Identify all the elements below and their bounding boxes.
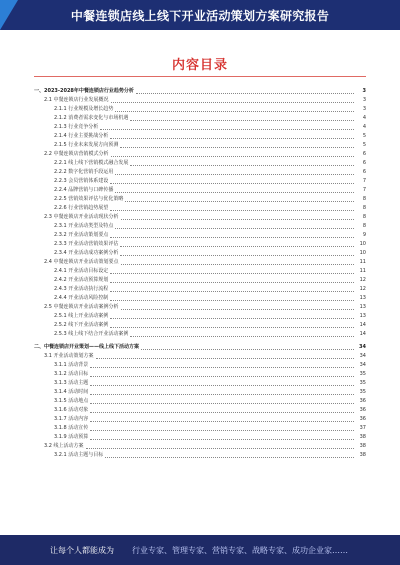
toc-entry[interactable] (34, 177, 366, 186)
header-bar (0, 0, 400, 30)
toc-page-number: 36 (359, 398, 366, 404)
toc-page-number: 6 (362, 169, 366, 175)
toc-page-number: 35 (359, 389, 366, 395)
toc-entry[interactable] (34, 168, 366, 177)
toc-entry-text: 2.5.3 线上线下结合开业活动案例 (54, 331, 129, 337)
toc-entry-text: 2.2.5 营销效果评估与优化策略 (54, 196, 124, 202)
toc-entry-text: 2.3.4 开业活动成功案例分析 (54, 250, 119, 256)
toc-page-number: 36 (359, 416, 366, 422)
toc-entry-text: 2.5.2 线下开业活动案例 (54, 322, 109, 328)
toc-page-number: 12 (359, 277, 366, 283)
toc-entry-text: 2.1.4 行业主要挑战分析 (54, 133, 109, 139)
toc-entry-text: 2.2 中餐连锁店营销模式分析 (44, 151, 109, 157)
toc-entry-text: 2.3.3 开业活动营销效果评估 (54, 241, 119, 247)
toc-page-number: 7 (362, 187, 366, 193)
toc-leader-dots (110, 134, 354, 139)
toc-leader-dots (96, 354, 354, 359)
toc-entry-text: 2.3.1 开业活动类型及特点 (54, 223, 114, 229)
toc-page-number: 3 (362, 97, 366, 103)
toc-page-number: 14 (359, 322, 366, 328)
toc-leader-dots (100, 125, 354, 130)
toc-page-number: 8 (362, 196, 366, 202)
toc-entry-text: 2.1.2 消费者需求变化与市场机遇 (54, 115, 129, 121)
toc-entry[interactable] (34, 433, 366, 442)
toc-leader-dots (125, 197, 354, 202)
toc-page-number: 13 (359, 295, 366, 301)
toc-entry-text: 2.3 中餐连锁店开业活动现状分析 (44, 214, 119, 220)
toc-entry[interactable] (34, 186, 366, 195)
toc-leader-dots (115, 188, 354, 193)
toc-entry[interactable] (34, 397, 366, 406)
toc-entry-text: 2.1.3 行业竞争分析 (54, 124, 99, 130)
toc-leader-dots (90, 408, 354, 413)
toc-page-number: 3 (362, 88, 366, 94)
toc-entry[interactable] (34, 442, 366, 451)
toc-page-number: 10 (359, 250, 366, 256)
toc-leader-dots (130, 161, 354, 166)
toc-page-number: 11 (359, 268, 366, 274)
toc-leader-dots (120, 143, 354, 148)
toc-entry[interactable] (34, 388, 366, 397)
toc-page-number: 4 (362, 124, 366, 130)
toc-leader-dots (105, 453, 354, 458)
toc-entry-text: 3.2 线上活动方案 (44, 443, 84, 449)
toc-entry-text: 2.2.1 线上线下营销模式融合发展 (54, 160, 129, 166)
toc-entry[interactable] (34, 213, 366, 222)
toc-page-number: 35 (359, 371, 366, 377)
toc-page-number: 38 (359, 443, 366, 449)
toc-entry-text: 3.1.5 活动地点 (54, 398, 89, 404)
toc-entry-text: 3.1.7 活动内容 (54, 416, 89, 422)
toc-entry-text: 2.3.2 开业活动策划要点 (54, 232, 109, 238)
toc-leader-dots (86, 444, 354, 449)
toc-entry-text: 3.1 开业活动策划方案 (44, 353, 94, 359)
toc-entry[interactable] (34, 114, 366, 123)
toc-entry-text: 2.4 中餐连锁店开业活动策划要点 (44, 259, 119, 265)
toc-entry[interactable] (34, 267, 366, 276)
toc-leader-dots (120, 242, 354, 247)
toc-entry[interactable] (34, 204, 366, 213)
toc-page-number: 38 (359, 434, 366, 440)
toc-entry-text: 3.2.1 活动主题与目标 (54, 452, 104, 458)
toc-leader-dots (115, 170, 354, 175)
toc-page-number: 11 (359, 259, 366, 265)
toc-entry-text: 3.1.1 活动背景 (54, 362, 89, 368)
toc-page-number: 14 (359, 331, 366, 337)
toc-leader-dots (110, 206, 354, 211)
toc-leader-dots (121, 260, 354, 265)
toc-page-number: 37 (359, 425, 366, 431)
toc-entry-text: 2.2.4 品牌营销与口碑传播 (54, 187, 114, 193)
toc-entry-text: 2.4.4 开业活动风险控制 (54, 295, 109, 301)
toc-leader-dots (130, 332, 354, 337)
toc-leader-dots (90, 372, 354, 377)
toc-entry-text: 3.1.8 活动宣传 (54, 425, 89, 431)
toc-entry[interactable] (34, 303, 366, 312)
toc-entry[interactable] (34, 222, 366, 231)
toc-entry[interactable] (34, 195, 366, 204)
toc-page-number: 8 (362, 214, 366, 220)
toc-page-number: 36 (359, 407, 366, 413)
toc-leader-dots (120, 251, 354, 256)
toc-leader-dots (90, 390, 354, 395)
footer-bar (0, 535, 400, 565)
toc-leader-dots (90, 399, 354, 404)
toc-entry-text: 3.1.9 活动预算 (54, 434, 89, 440)
toc-entry-text: 一、2023-2028年中餐连锁店行业趋势分析 (34, 88, 134, 94)
toc-entry[interactable] (34, 330, 366, 339)
toc-leader-dots (111, 98, 354, 103)
footer-slogan: 让每个人都能成为 (50, 545, 114, 555)
toc-entry[interactable] (34, 249, 366, 258)
toc-entry[interactable] (34, 231, 366, 240)
toc-entry-text: 2.2.2 数字化营销手段运用 (54, 169, 114, 175)
toc-page-number: 6 (362, 160, 366, 166)
toc-entry-text: 2.2.6 行业营销趋势展望 (54, 205, 109, 211)
toc-entry[interactable] (34, 285, 366, 294)
toc-entry[interactable] (34, 312, 366, 321)
toc-leader-dots (141, 345, 354, 350)
toc-entry-text: 2.4.3 开业活动执行流程 (54, 286, 109, 292)
toc-entry[interactable] (34, 352, 366, 361)
toc-entry[interactable] (34, 87, 366, 96)
toc-entry[interactable] (34, 361, 366, 370)
report-title: 中餐连锁店线上线下开业活动策划方案研究报告 (70, 9, 330, 23)
table-of-contents (34, 87, 366, 460)
toc-entry[interactable] (34, 258, 366, 267)
toc-leader-dots (110, 269, 354, 274)
toc-page-number: 10 (359, 241, 366, 247)
toc-entry-text: 二、中餐连锁店开业策划——线上线下活动方案 (34, 344, 140, 350)
toc-entry-text: 3.1.2 活动目标 (54, 371, 89, 377)
toc-page-number: 13 (359, 304, 366, 310)
toc-entry[interactable] (34, 150, 366, 159)
toc-leader-dots (136, 89, 354, 94)
toc-leader-dots (110, 314, 354, 319)
toc-entry-text: 2.1.5 行业未来发展方向预测 (54, 142, 119, 148)
toc-leader-dots (110, 323, 354, 328)
toc-leader-dots (90, 363, 354, 368)
toc-entry-text: 3.1.6 活动对象 (54, 407, 89, 413)
toc-page-number: 38 (359, 452, 366, 458)
toc-page-number: 13 (359, 313, 366, 319)
toc-entry-text: 2.5.1 线上开业活动案例 (54, 313, 109, 319)
toc-leader-dots (111, 152, 354, 157)
toc-entry[interactable] (34, 424, 366, 433)
toc-page-number: 34 (359, 344, 366, 350)
footer-tagline: 行业专家、管理专家、营销专家、战略专家、成功企业家…… (132, 545, 348, 555)
toc-page-number: 5 (362, 133, 366, 139)
toc-entry[interactable] (34, 415, 366, 424)
toc-leader-dots (115, 107, 354, 112)
toc-page-number: 7 (362, 178, 366, 184)
toc-leader-dots (130, 116, 354, 121)
toc-entry[interactable] (34, 321, 366, 330)
toc-entry[interactable] (34, 240, 366, 249)
toc-entry[interactable] (34, 370, 366, 379)
toc-leader-dots (115, 224, 354, 229)
toc-entry[interactable] (34, 451, 366, 460)
toc-entry-text: 2.1.1 行业规模及增长趋势 (54, 106, 114, 112)
document-page (8, 30, 392, 535)
toc-leader-dots (110, 287, 354, 292)
toc-entry[interactable] (34, 159, 366, 168)
toc-page-number: 12 (359, 286, 366, 292)
toc-entry[interactable] (34, 96, 366, 105)
toc-page-number: 4 (362, 115, 366, 121)
toc-entry[interactable] (34, 343, 366, 352)
toc-entry[interactable] (34, 294, 366, 303)
toc-entry-text: 2.2.3 会员营销体系建设 (54, 178, 109, 184)
toc-entry-text: 2.4.2 开业活动预算规划 (54, 277, 109, 283)
toc-page-number: 8 (362, 205, 366, 211)
toc-entry[interactable] (34, 123, 366, 132)
toc-divider (34, 76, 366, 77)
toc-leader-dots (110, 278, 354, 283)
toc-entry[interactable] (34, 141, 366, 150)
toc-entry-text: 3.1.4 活动时间 (54, 389, 89, 395)
toc-leader-dots (121, 215, 354, 220)
toc-page-number: 8 (362, 223, 366, 229)
toc-page-number: 35 (359, 380, 366, 386)
toc-page-number: 9 (362, 232, 366, 238)
toc-page-number: 5 (362, 142, 366, 148)
toc-page-number: 34 (359, 362, 366, 368)
toc-leader-dots (90, 426, 354, 431)
toc-page-number: 6 (362, 151, 366, 157)
toc-leader-dots (90, 381, 354, 386)
toc-leader-dots (110, 233, 354, 238)
toc-leader-dots (121, 305, 354, 310)
toc-entry-text: 2.4.1 开业活动目标设定 (54, 268, 109, 274)
toc-title: 内容目录 (171, 58, 228, 73)
toc-entry[interactable] (34, 379, 366, 388)
toc-entry-text: 2.1 中餐连锁店行业发展概况 (44, 97, 109, 103)
toc-entry-text: 3.1.3 活动主题 (54, 380, 89, 386)
toc-entry[interactable] (34, 105, 366, 114)
toc-entry[interactable] (34, 406, 366, 415)
toc-leader-dots (110, 179, 354, 184)
toc-entry[interactable] (34, 132, 366, 141)
toc-leader-dots (90, 435, 354, 440)
toc-leader-dots (110, 296, 354, 301)
toc-entry-text: 2.5 中餐连锁店开业活动案例分析 (44, 304, 119, 310)
toc-entry[interactable] (34, 276, 366, 285)
toc-leader-dots (90, 417, 354, 422)
toc-page-number: 34 (359, 353, 366, 359)
toc-page-number: 3 (362, 106, 366, 112)
